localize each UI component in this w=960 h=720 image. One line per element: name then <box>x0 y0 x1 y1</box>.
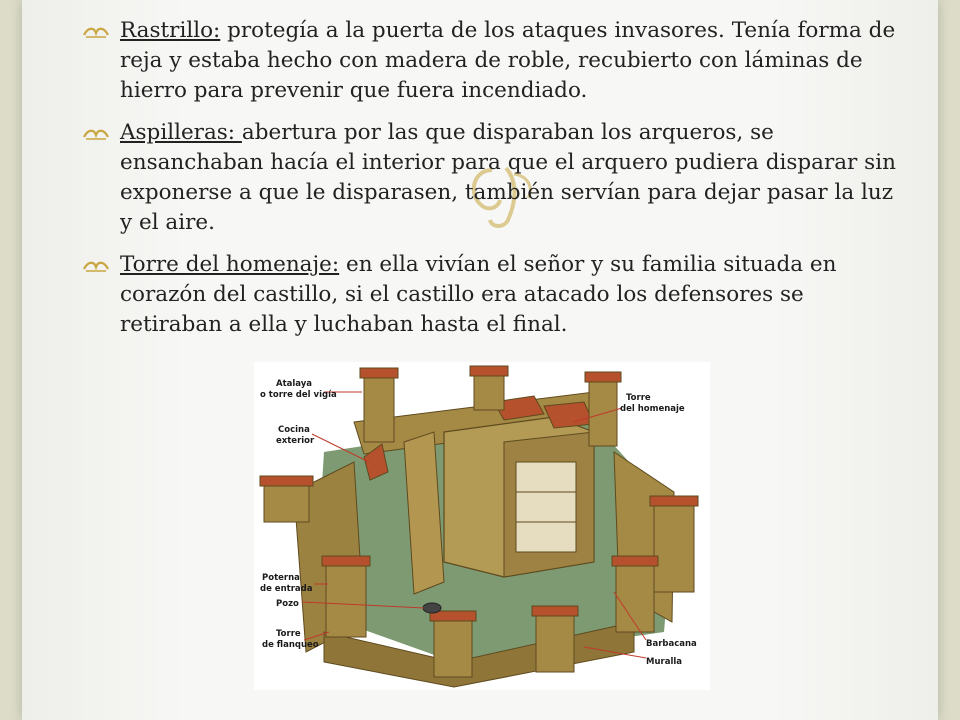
bullet-term: Torre del homenaje: <box>120 252 340 277</box>
label-torre-flanqueo: Torre <box>276 629 301 639</box>
bullet-description: protegía a la puerta de los ataques invasores. Tenía forma de reja y estaba hecho con madera de roble, recubierto con láminas de hierro para prevenir que fuera incendiado. <box>120 18 896 103</box>
bullet-item-aspilleras <box>82 118 902 238</box>
label-torre-flanqueo-sub: de flanqueo <box>262 640 319 650</box>
label-barbacana: Barbacana <box>646 639 697 649</box>
bullet-term: Aspilleras: <box>120 120 242 145</box>
fleuron-bullet-icon <box>82 25 110 39</box>
bullet-term: Rastrillo: <box>120 18 221 43</box>
bullet-description: en ella vivían el señor y su familia situada en corazón del castillo, si el castillo era atacado los defensores se retiraban a ella y luchaban hasta el final. <box>120 252 837 337</box>
label-poterna: Poterna <box>262 573 300 583</box>
bullet-description: abertura por las que disparaban los arqueros, se ensanchaban hacía el interior para que el arquero pudiera disparar sin exponerse a que le disparasen, también servían para dejar pasar la luz y el aire. <box>120 120 896 235</box>
label-cocina-sub: exterior <box>276 436 315 446</box>
castle-illustration <box>254 362 710 690</box>
label-cocina: Cocina <box>278 425 310 435</box>
slide <box>22 0 938 720</box>
label-poterna-sub: de entrada <box>260 584 313 594</box>
bullet-list <box>82 16 902 352</box>
label-muralla: Muralla <box>646 657 683 667</box>
bullet-item-rastrillo <box>82 16 902 106</box>
bullet-item-torre-homenaje <box>82 250 902 340</box>
label-atalaya: Atalaya <box>276 379 313 389</box>
label-torre-homenaje-sub: del homenaje <box>620 404 685 414</box>
label-torre-homenaje: Torre <box>626 393 651 403</box>
fleuron-bullet-icon <box>82 127 110 141</box>
fleuron-bullet-icon <box>82 259 110 273</box>
castle-diagram <box>254 362 710 690</box>
label-atalaya-sub: o torre del vigía <box>260 390 337 400</box>
label-pozo: Pozo <box>276 599 299 609</box>
